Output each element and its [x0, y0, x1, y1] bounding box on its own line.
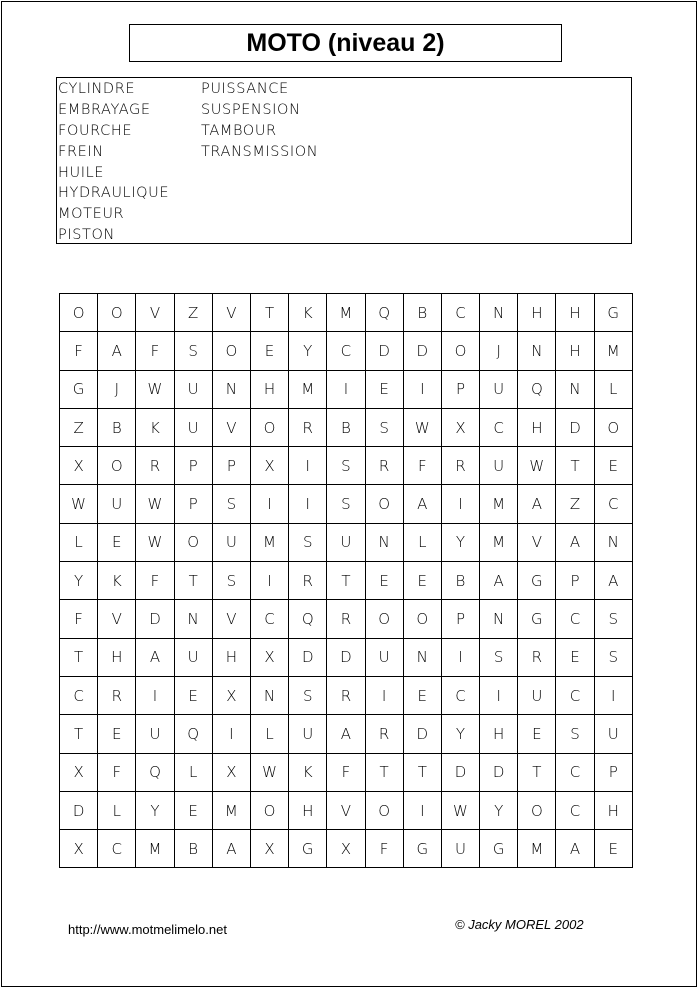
grid-cell[interactable]: R	[327, 600, 365, 638]
word-item: FOURCHE	[58, 122, 133, 139]
grid-cell[interactable]: B	[327, 408, 365, 446]
grid-cell[interactable]: T	[518, 753, 556, 791]
grid-cell[interactable]: H	[250, 370, 288, 408]
grid-cell[interactable]: E	[174, 791, 212, 829]
grid-row	[60, 332, 633, 370]
grid-cell[interactable]: J	[98, 370, 136, 408]
grid-cell[interactable]: E	[98, 715, 136, 753]
word-item: HYDRAULIQUE	[58, 185, 170, 202]
grid-cell[interactable]: K	[289, 294, 327, 332]
grid-cell[interactable]: A	[480, 562, 518, 600]
title-text: MOTO (niveau 2)	[246, 28, 445, 57]
grid-cell[interactable]: I	[403, 370, 441, 408]
grid-cell[interactable]: W	[136, 523, 174, 561]
grid-cell[interactable]: T	[60, 715, 98, 753]
grid-cell[interactable]: F	[98, 753, 136, 791]
grid-cell[interactable]: C	[594, 485, 632, 523]
grid-row	[60, 370, 633, 408]
grid-cell[interactable]: T	[556, 447, 594, 485]
grid-cell[interactable]: L	[174, 753, 212, 791]
grid-cell[interactable]: D	[403, 332, 441, 370]
grid-cell[interactable]: Y	[136, 791, 174, 829]
grid-cell[interactable]: D	[403, 715, 441, 753]
grid-cell[interactable]: U	[174, 638, 212, 676]
grid-cell[interactable]: I	[441, 485, 479, 523]
grid-cell[interactable]: F	[136, 562, 174, 600]
grid-cell[interactable]: Y	[441, 523, 479, 561]
grid-cell[interactable]: G	[518, 600, 556, 638]
grid-cell[interactable]: O	[365, 600, 403, 638]
grid-cell[interactable]: C	[441, 676, 479, 714]
grid-row	[60, 294, 633, 332]
grid-cell[interactable]: D	[365, 332, 403, 370]
grid-cell[interactable]: M	[480, 485, 518, 523]
grid-cell[interactable]: I	[480, 676, 518, 714]
grid-cell[interactable]: D	[136, 600, 174, 638]
grid-cell[interactable]: Q	[365, 294, 403, 332]
grid-cell[interactable]: M	[594, 332, 632, 370]
grid-cell[interactable]: R	[136, 447, 174, 485]
grid-cell[interactable]: X	[212, 753, 250, 791]
grid-cell[interactable]: M	[136, 830, 174, 868]
grid-cell[interactable]: O	[365, 791, 403, 829]
grid-cell[interactable]: K	[289, 753, 327, 791]
grid-cell[interactable]: P	[441, 370, 479, 408]
grid-cell[interactable]: Q	[136, 753, 174, 791]
grid-cell[interactable]: Z	[556, 485, 594, 523]
grid-cell[interactable]: E	[556, 638, 594, 676]
grid-cell[interactable]: Q	[289, 600, 327, 638]
grid-cell[interactable]: O	[212, 332, 250, 370]
grid-cell[interactable]: W	[441, 791, 479, 829]
grid-cell[interactable]: T	[60, 638, 98, 676]
grid-cell[interactable]: I	[403, 791, 441, 829]
grid-cell[interactable]: V	[212, 600, 250, 638]
grid-cell[interactable]: P	[212, 447, 250, 485]
grid-cell[interactable]: X	[327, 830, 365, 868]
footer-copyright: © Jacky MOREL 2002	[455, 917, 584, 932]
grid-cell[interactable]: H	[556, 332, 594, 370]
grid-cell[interactable]: O	[98, 447, 136, 485]
grid-cell[interactable]: S	[327, 485, 365, 523]
grid-row	[60, 791, 633, 829]
grid-cell[interactable]: T	[365, 753, 403, 791]
grid-cell[interactable]: G	[289, 830, 327, 868]
grid-cell[interactable]: E	[594, 447, 632, 485]
grid-cell[interactable]: O	[250, 791, 288, 829]
grid-cell[interactable]: G	[403, 830, 441, 868]
grid-cell[interactable]: P	[174, 485, 212, 523]
grid-cell[interactable]: S	[174, 332, 212, 370]
grid-cell[interactable]: D	[441, 753, 479, 791]
word-list-box	[56, 77, 632, 244]
grid-cell[interactable]: I	[250, 485, 288, 523]
word-item: FREIN	[58, 143, 104, 160]
grid-cell[interactable]: O	[518, 791, 556, 829]
grid-cell[interactable]: O	[594, 408, 632, 446]
grid-cell[interactable]: C	[327, 332, 365, 370]
grid-cell[interactable]: R	[327, 676, 365, 714]
grid-cell[interactable]: M	[518, 830, 556, 868]
grid-cell[interactable]: B	[403, 294, 441, 332]
grid-cell[interactable]: F	[60, 332, 98, 370]
grid-cell[interactable]: R	[289, 408, 327, 446]
word-item: PUISSANCE	[201, 81, 289, 97]
grid-cell[interactable]: L	[250, 715, 288, 753]
grid-cell[interactable]: M	[250, 523, 288, 561]
grid-cell[interactable]: D	[289, 638, 327, 676]
grid-cell[interactable]: S	[594, 638, 632, 676]
grid-cell[interactable]: N	[480, 294, 518, 332]
grid-cell[interactable]: C	[480, 408, 518, 446]
grid-row	[60, 562, 633, 600]
grid-row	[60, 408, 633, 446]
grid-cell[interactable]: Z	[174, 294, 212, 332]
grid-cell[interactable]: I	[212, 715, 250, 753]
grid-cell[interactable]: C	[60, 676, 98, 714]
grid-row	[60, 676, 633, 714]
grid-cell[interactable]: J	[480, 332, 518, 370]
grid-cell[interactable]: U	[136, 715, 174, 753]
grid-cell[interactable]: E	[594, 830, 632, 868]
grid-cell[interactable]: X	[60, 447, 98, 485]
grid-cell[interactable]: L	[403, 523, 441, 561]
grid-cell[interactable]: C	[556, 753, 594, 791]
grid-cell[interactable]: H	[594, 791, 632, 829]
grid-cell[interactable]: E	[518, 715, 556, 753]
grid-cell[interactable]: X	[250, 447, 288, 485]
grid-cell[interactable]: O	[441, 332, 479, 370]
grid-cell[interactable]: V	[518, 523, 556, 561]
grid-cell[interactable]: U	[174, 370, 212, 408]
grid-cell[interactable]: S	[289, 523, 327, 561]
grid-cell[interactable]: E	[365, 562, 403, 600]
grid-cell[interactable]: K	[98, 562, 136, 600]
grid-cell[interactable]: Z	[60, 408, 98, 446]
grid-cell[interactable]: E	[403, 676, 441, 714]
word-item: PISTON	[58, 227, 115, 244]
grid-cell[interactable]: X	[60, 830, 98, 868]
grid-cell[interactable]: I	[365, 676, 403, 714]
grid-cell[interactable]: N	[480, 600, 518, 638]
grid-row	[60, 523, 633, 561]
grid-row	[60, 447, 633, 485]
grid-cell[interactable]: Q	[174, 715, 212, 753]
grid-cell[interactable]: C	[556, 600, 594, 638]
grid-row	[60, 715, 633, 753]
grid-cell[interactable]: C	[556, 676, 594, 714]
grid-cell[interactable]: U	[480, 370, 518, 408]
grid-cell[interactable]: O	[403, 600, 441, 638]
grid-cell[interactable]: N	[174, 600, 212, 638]
grid-cell[interactable]: O	[60, 294, 98, 332]
grid-cell[interactable]: N	[518, 332, 556, 370]
word-item: TRANSMISSION	[201, 143, 319, 160]
grid-cell[interactable]: S	[212, 485, 250, 523]
grid-cell[interactable]: X	[60, 753, 98, 791]
grid-cell[interactable]: C	[98, 830, 136, 868]
grid-cell[interactable]: X	[250, 638, 288, 676]
grid-cell[interactable]: S	[594, 600, 632, 638]
word-item: MOTEUR	[58, 206, 125, 223]
grid-cell[interactable]: V	[212, 294, 250, 332]
grid-cell[interactable]: V	[327, 791, 365, 829]
grid-cell[interactable]: H	[289, 791, 327, 829]
grid-cell[interactable]: E	[98, 523, 136, 561]
grid-cell[interactable]: O	[250, 408, 288, 446]
grid-cell[interactable]: O	[98, 294, 136, 332]
grid-cell[interactable]: O	[365, 485, 403, 523]
grid-cell[interactable]: T	[403, 753, 441, 791]
grid-cell[interactable]: W	[60, 485, 98, 523]
word-item: TAMBOUR	[201, 122, 277, 139]
grid-cell[interactable]: U	[212, 523, 250, 561]
grid-cell[interactable]: D	[327, 638, 365, 676]
grid-cell[interactable]: E	[365, 370, 403, 408]
grid-cell[interactable]: V	[98, 600, 136, 638]
grid-cell[interactable]: R	[289, 562, 327, 600]
page-title	[129, 24, 562, 62]
grid-cell[interactable]: W	[403, 408, 441, 446]
grid-cell[interactable]: N	[212, 370, 250, 408]
grid-cell[interactable]: S	[327, 447, 365, 485]
footer-url: http://www.motmelimelo.net	[68, 922, 227, 937]
grid-cell[interactable]: Y	[289, 332, 327, 370]
letter-grid	[59, 293, 633, 868]
grid-cell[interactable]: A	[98, 332, 136, 370]
grid-cell[interactable]: H	[98, 638, 136, 676]
grid-cell[interactable]: I	[441, 638, 479, 676]
grid-cell[interactable]: M	[327, 294, 365, 332]
grid-cell[interactable]: U	[441, 830, 479, 868]
grid-row	[60, 600, 633, 638]
grid-cell[interactable]: U	[327, 523, 365, 561]
word-item: SUSPENSION	[201, 101, 301, 118]
grid-cell[interactable]: A	[327, 715, 365, 753]
word-item: EMBRAYAGE	[58, 101, 151, 118]
grid-cell[interactable]: O	[174, 523, 212, 561]
grid-cell[interactable]: U	[98, 485, 136, 523]
grid-cell[interactable]: N	[365, 523, 403, 561]
grid-cell[interactable]: F	[365, 830, 403, 868]
grid-cell[interactable]: R	[365, 715, 403, 753]
grid-cell[interactable]: Y	[441, 715, 479, 753]
grid-cell[interactable]: N	[556, 370, 594, 408]
grid-cell[interactable]: N	[594, 523, 632, 561]
grid-cell[interactable]: C	[441, 294, 479, 332]
grid-cell[interactable]: A	[556, 523, 594, 561]
grid-cell[interactable]: F	[327, 753, 365, 791]
grid-cell[interactable]: I	[136, 676, 174, 714]
grid-cell[interactable]: M	[480, 523, 518, 561]
grid-cell[interactable]: G	[594, 294, 632, 332]
grid-cell[interactable]: A	[518, 485, 556, 523]
grid-cell[interactable]: E	[250, 332, 288, 370]
grid-cell[interactable]: W	[518, 447, 556, 485]
grid-cell[interactable]: E	[174, 676, 212, 714]
grid-cell[interactable]: I	[327, 370, 365, 408]
grid-cell[interactable]: M	[212, 791, 250, 829]
grid-cell[interactable]: I	[250, 562, 288, 600]
grid-cell[interactable]: B	[441, 562, 479, 600]
grid-cell[interactable]: H	[212, 638, 250, 676]
grid-cell[interactable]: U	[289, 715, 327, 753]
grid-cell[interactable]: A	[594, 562, 632, 600]
grid-cell[interactable]: S	[365, 408, 403, 446]
grid-cell[interactable]: N	[403, 638, 441, 676]
grid-cell[interactable]: P	[174, 447, 212, 485]
grid-cell[interactable]: A	[212, 830, 250, 868]
grid-cell[interactable]: F	[403, 447, 441, 485]
grid-cell[interactable]: U	[365, 638, 403, 676]
grid-cell[interactable]: W	[136, 485, 174, 523]
grid-cell[interactable]: R	[518, 638, 556, 676]
grid-cell[interactable]: V	[136, 294, 174, 332]
grid-row	[60, 638, 633, 676]
grid-cell[interactable]: D	[480, 753, 518, 791]
grid-cell[interactable]: Y	[480, 791, 518, 829]
grid-cell[interactable]: L	[98, 791, 136, 829]
grid-cell[interactable]: R	[98, 676, 136, 714]
grid-cell[interactable]: F	[136, 332, 174, 370]
grid-cell[interactable]: A	[136, 638, 174, 676]
grid-cell[interactable]: P	[594, 753, 632, 791]
grid-cell[interactable]: I	[289, 447, 327, 485]
grid-cell[interactable]: W	[250, 753, 288, 791]
grid-cell[interactable]: V	[212, 408, 250, 446]
grid-cell[interactable]: C	[250, 600, 288, 638]
grid-cell[interactable]: R	[365, 447, 403, 485]
grid-cell[interactable]: M	[289, 370, 327, 408]
grid-cell[interactable]: N	[250, 676, 288, 714]
grid-cell[interactable]: G	[480, 830, 518, 868]
grid-row	[60, 485, 633, 523]
grid-cell[interactable]: X	[250, 830, 288, 868]
grid-cell[interactable]: G	[60, 370, 98, 408]
grid-cell[interactable]: K	[136, 408, 174, 446]
grid-cell[interactable]: H	[518, 294, 556, 332]
grid-cell[interactable]: H	[518, 408, 556, 446]
grid-cell[interactable]: X	[441, 408, 479, 446]
grid-cell[interactable]: S	[556, 715, 594, 753]
grid-cell[interactable]: I	[594, 676, 632, 714]
grid-cell[interactable]: E	[403, 562, 441, 600]
grid-row	[60, 830, 633, 868]
grid-row	[60, 753, 633, 791]
grid-cell[interactable]: U	[480, 447, 518, 485]
grid-cell[interactable]: T	[174, 562, 212, 600]
grid-cell[interactable]: S	[289, 676, 327, 714]
grid-cell[interactable]: W	[136, 370, 174, 408]
grid-cell[interactable]: T	[327, 562, 365, 600]
grid-cell[interactable]: X	[212, 676, 250, 714]
word-list-column-2	[201, 79, 318, 163]
grid-cell[interactable]: C	[556, 791, 594, 829]
grid-cell[interactable]: D	[556, 408, 594, 446]
grid-cell[interactable]: L	[60, 523, 98, 561]
grid-cell[interactable]: U	[518, 676, 556, 714]
grid-cell[interactable]: S	[212, 562, 250, 600]
grid-cell[interactable]: U	[174, 408, 212, 446]
grid-cell[interactable]: S	[480, 638, 518, 676]
grid-cell[interactable]: H	[480, 715, 518, 753]
grid-cell[interactable]: A	[403, 485, 441, 523]
grid-cell[interactable]: U	[594, 715, 632, 753]
grid-cell[interactable]: P	[441, 600, 479, 638]
grid-cell[interactable]: F	[60, 600, 98, 638]
grid-cell[interactable]: B	[98, 408, 136, 446]
grid-cell[interactable]: H	[556, 294, 594, 332]
grid-cell[interactable]: Y	[60, 562, 98, 600]
grid-cell[interactable]: T	[250, 294, 288, 332]
grid-cell[interactable]: Q	[518, 370, 556, 408]
grid-cell[interactable]: G	[518, 562, 556, 600]
word-list-column-1	[58, 79, 169, 246]
grid-cell[interactable]: I	[289, 485, 327, 523]
grid-cell[interactable]: D	[60, 791, 98, 829]
grid-cell[interactable]: A	[556, 830, 594, 868]
grid-cell[interactable]: P	[556, 562, 594, 600]
word-item: HUILE	[58, 164, 105, 181]
word-item: CYLINDRE	[58, 81, 136, 97]
grid-cell[interactable]: L	[594, 370, 632, 408]
grid-cell[interactable]: R	[441, 447, 479, 485]
grid-cell[interactable]: B	[174, 830, 212, 868]
